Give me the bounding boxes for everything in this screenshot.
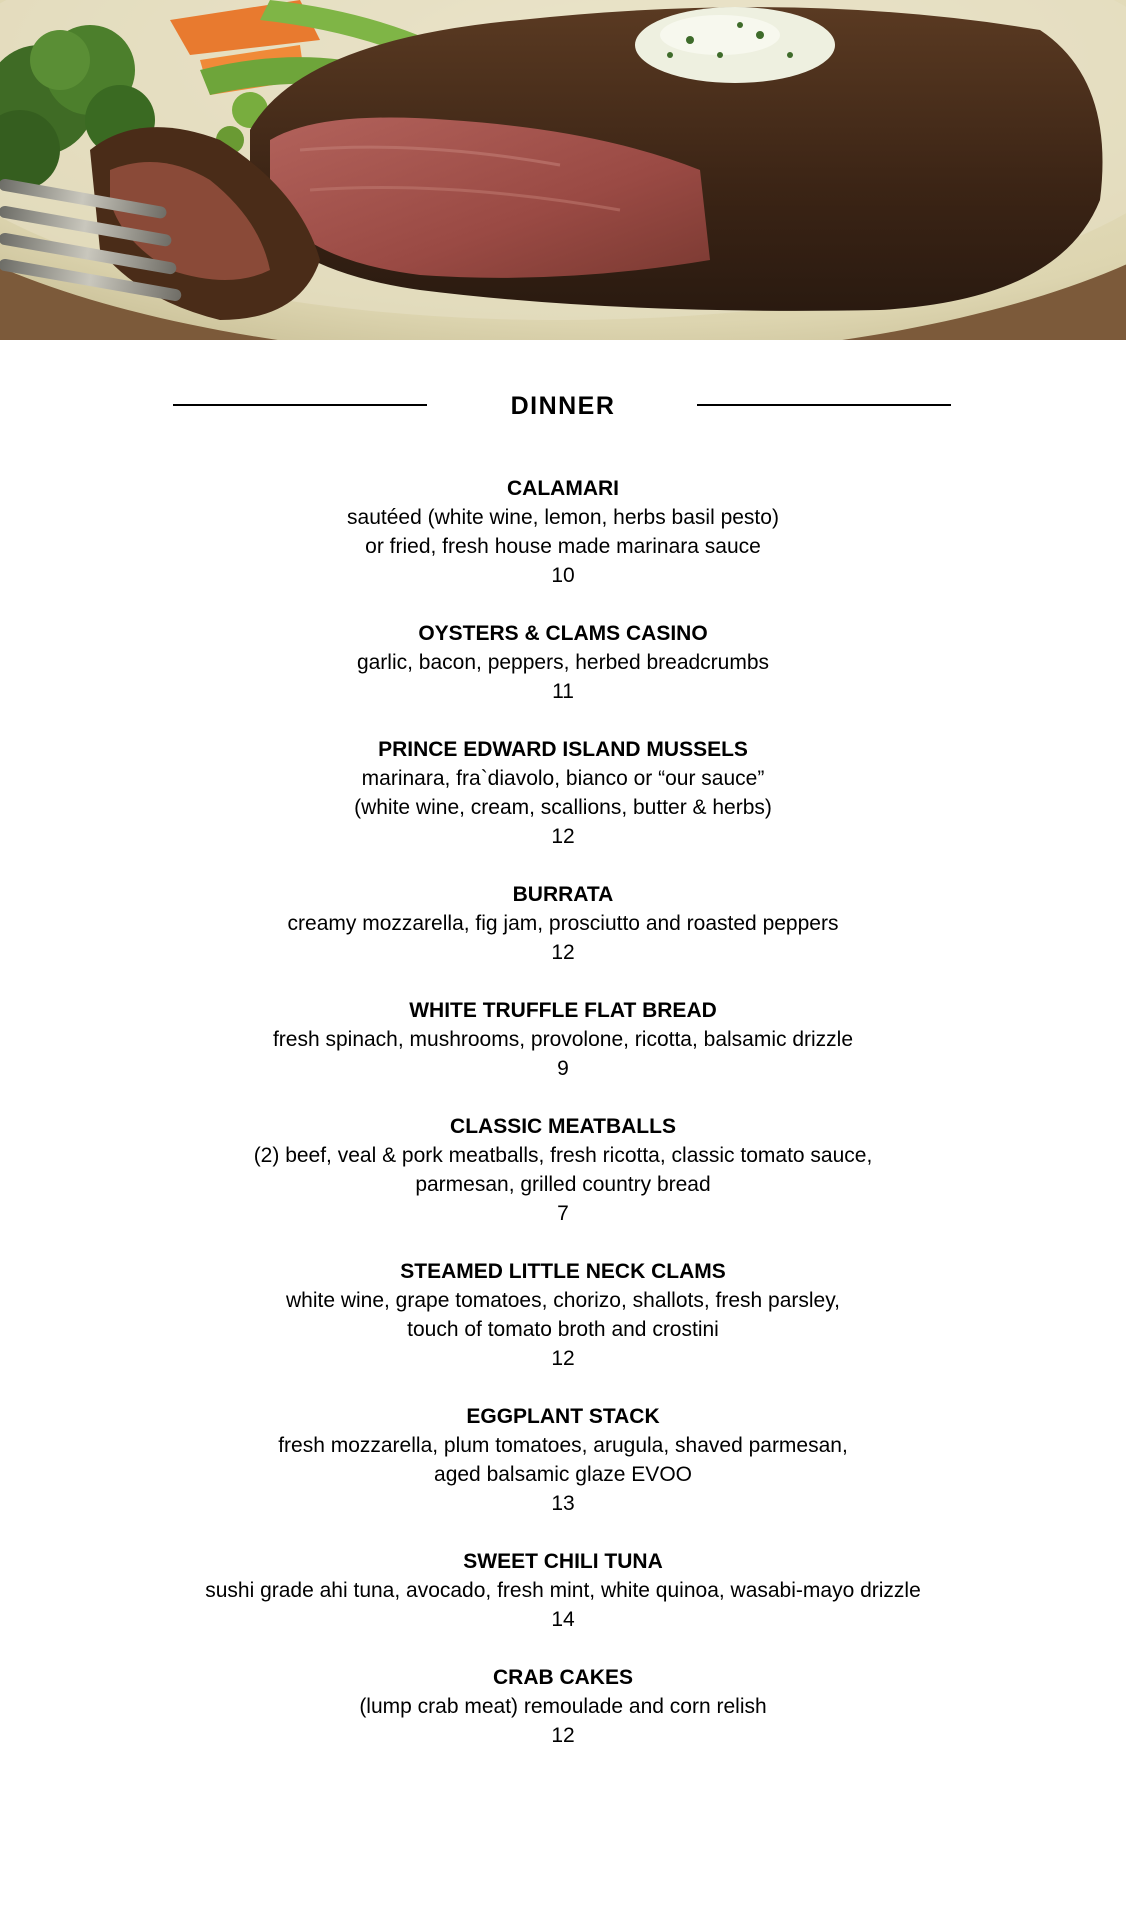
menu-item-description-line: marinara, fra`diavolo, bianco or “our sauce” bbox=[361, 767, 765, 790]
menu-item-description-line: touch of tomato broth and crostini bbox=[407, 1318, 719, 1341]
divider-right bbox=[697, 404, 951, 406]
hero-image bbox=[0, 0, 1126, 340]
menu-item-price: 9 bbox=[557, 1057, 569, 1080]
menu-item-name: CRAB CAKES bbox=[492, 1666, 633, 1689]
menu-item bbox=[0, 619, 1126, 706]
menu-item-price: 11 bbox=[552, 680, 574, 703]
menu-item-description-line: white wine, grape tomatoes, chorizo, shallots, fresh parsley, bbox=[285, 1289, 841, 1312]
menu-item bbox=[0, 996, 1126, 1083]
menu-item bbox=[0, 1663, 1126, 1750]
menu-item-description bbox=[0, 503, 1126, 561]
menu-item-name: SWEET CHILI TUNA bbox=[463, 1550, 663, 1573]
section-title: DINNER bbox=[510, 392, 616, 420]
menu-item-description bbox=[0, 1141, 1126, 1199]
menu-item-description-line: (2) beef, veal & pork meatballs, fresh ricotta, classic tomato sauce, bbox=[253, 1144, 873, 1167]
menu-item-name: EGGPLANT STACK bbox=[466, 1405, 660, 1428]
menu-item-price: 12 bbox=[551, 941, 575, 964]
menu-item-description bbox=[0, 1576, 1126, 1605]
menu-item-description bbox=[0, 1692, 1126, 1721]
menu-item-price: 12 bbox=[551, 1347, 575, 1370]
menu-item-description-line: (lump crab meat) remoulade and corn relish bbox=[359, 1695, 767, 1718]
menu-item bbox=[0, 1112, 1126, 1228]
menu-item-description bbox=[0, 1286, 1126, 1344]
menu-item-description bbox=[0, 1431, 1126, 1489]
menu-list bbox=[0, 474, 1126, 1750]
menu-item-price: 14 bbox=[551, 1608, 575, 1631]
menu-item-description-line: creamy mozzarella, fig jam, prosciutto and roasted peppers bbox=[287, 912, 839, 935]
menu-item-description bbox=[0, 909, 1126, 938]
menu-item bbox=[0, 880, 1126, 967]
menu-item-description bbox=[0, 764, 1126, 822]
menu-item-name: CLASSIC MEATBALLS bbox=[450, 1115, 676, 1138]
menu-item-name: CALAMARI bbox=[507, 477, 619, 500]
menu-item-description-line: garlic, bacon, peppers, herbed breadcrumbs bbox=[356, 651, 770, 674]
menu-item-name: WHITE TRUFFLE FLAT BREAD bbox=[409, 999, 717, 1022]
menu-item-price: 10 bbox=[551, 564, 575, 587]
menu-item-price: 12 bbox=[551, 1724, 575, 1747]
menu-item-description bbox=[0, 648, 1126, 677]
menu-item-price: 12 bbox=[551, 825, 575, 848]
menu-item-price: 7 bbox=[557, 1202, 569, 1225]
menu-item-name: PRINCE EDWARD ISLAND MUSSELS bbox=[378, 738, 748, 761]
menu-item bbox=[0, 1402, 1126, 1518]
menu-item-description bbox=[0, 1025, 1126, 1054]
menu-item-description-line: (white wine, cream, scallions, butter & herbs) bbox=[354, 796, 772, 819]
menu-item-description-line: fresh mozzarella, plum tomatoes, arugula, shaved parmesan, bbox=[278, 1434, 848, 1457]
menu-item bbox=[0, 735, 1126, 851]
menu-item-description-line: fresh spinach, mushrooms, provolone, ricotta, balsamic drizzle bbox=[272, 1028, 854, 1051]
menu-item-description-line: or fried, fresh house made marinara sauce bbox=[365, 535, 761, 558]
steak-photo-icon bbox=[0, 0, 1126, 340]
menu-item-name: STEAMED LITTLE NECK CLAMS bbox=[400, 1260, 726, 1283]
menu-item-description-line: sautéed (white wine, lemon, herbs basil pesto) bbox=[347, 506, 779, 529]
section-header bbox=[0, 340, 1126, 474]
menu-item bbox=[0, 474, 1126, 590]
menu-item bbox=[0, 1547, 1126, 1634]
menu-item-description-line: aged balsamic glaze EVOO bbox=[434, 1463, 692, 1486]
menu-item-name: BURRATA bbox=[512, 883, 614, 906]
menu-item-price: 13 bbox=[551, 1492, 575, 1515]
menu-item bbox=[0, 1257, 1126, 1373]
menu-item-name: OYSTERS & CLAMS CASINO bbox=[418, 622, 708, 645]
menu-item-description-line: parmesan, grilled country bread bbox=[415, 1173, 711, 1196]
menu-item-description-line: sushi grade ahi tuna, avocado, fresh mint, white quinoa, wasabi-mayo drizzle bbox=[205, 1579, 921, 1602]
